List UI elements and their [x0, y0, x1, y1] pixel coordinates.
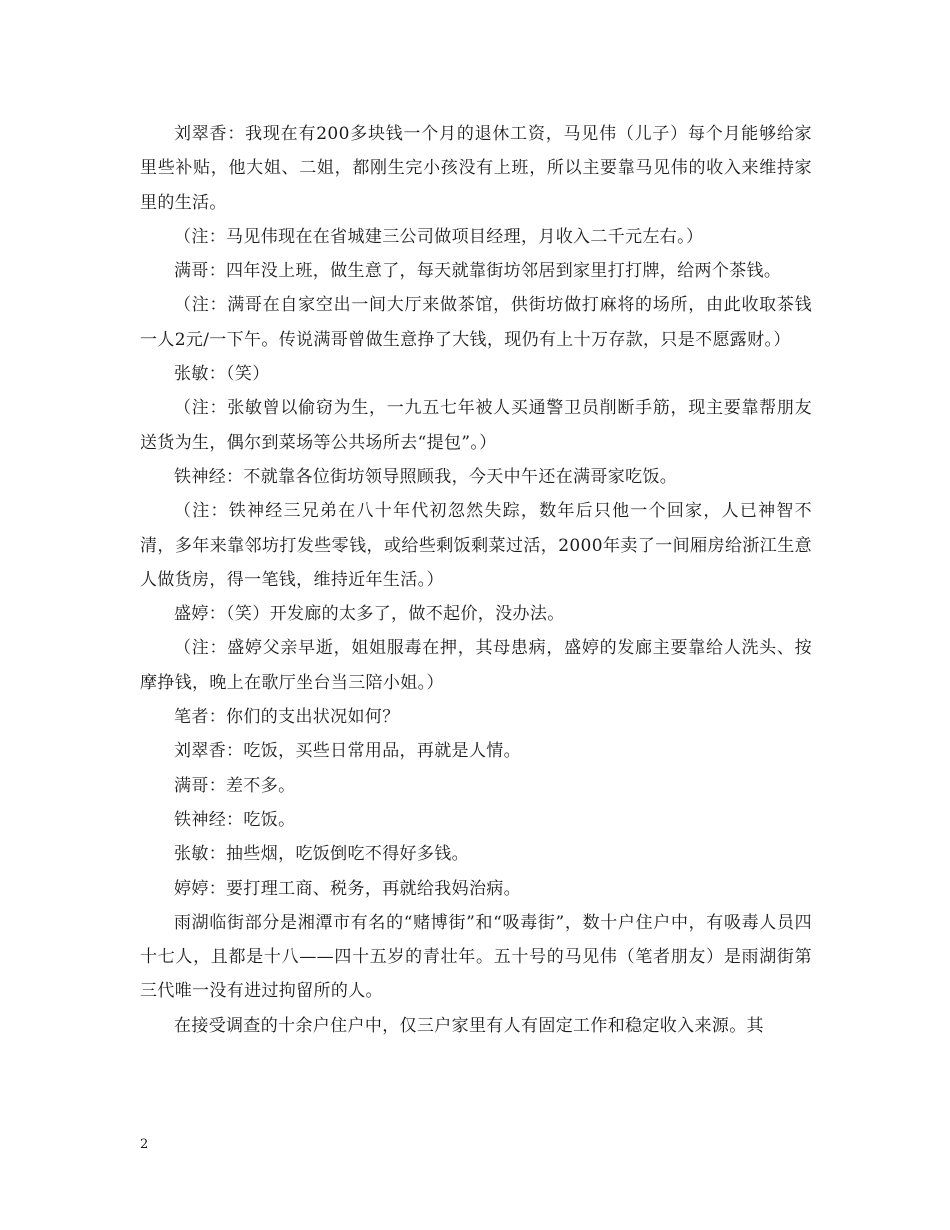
- note-zhangmin: （注：张敏曾以偷窃为生，一九五七年被人买通警卫员削断手筋，现主要靠帮朋友送货为生，偶尔到菜场等公共场所去“提包”。）: [140, 398, 812, 453]
- paragraph-tieshenjing-income: 铁神经：不就靠各位街坊领导照顾我，今天中午还在满哥家吃饭。: [174, 466, 678, 487]
- page-number: 2: [140, 1137, 149, 1152]
- note-tieshenjing: （注：铁神经三兄弟在八十年代初忽然失踪，数年后只他一个回家，人已神智不清，多年来靠邻坊打发些零钱，或给些剩饭剩菜过活，2000年卖了一间厢房给浙江生意人做货房，得一笔钱，维持近年生活。）: [140, 501, 812, 590]
- note-mange: （注：满哥在自家空出一间大厅来做茶馆，供街坊做打麻将的场所，由此收取茶钱一人2元/一下午。传说满哥曾做生意挣了大钱，现仍有上十万存款，只是不愿露财。）: [140, 295, 812, 350]
- note-shengting: （注：盛婷父亲早逝，姐姐服毒在押，其母患病，盛婷的发廊主要靠给人洗头、按摩挣钱，晚上在歌厅坐台当三陪小姐。）: [140, 638, 812, 693]
- paragraph-survey-summary: 在接受调查的十余户住户中，仅三户家里有人有固定工作和稳定收入来源。其: [174, 1015, 764, 1036]
- body-text: [140, 117, 812, 1043]
- paragraph-liu-expense: 刘翠香：吃饭，买些日常用品，再就是人情。: [174, 741, 521, 762]
- paragraph-yuhu-street: 雨湖临街部分是湘潭市有名的“赌博街”和“吸毒街”，数十户住户中，有吸毒人员四十七人，且都是十八——四十五岁的青壮年。五十号的马见伟（笔者朋友）是雨湖街第三代唯一没有进过拘留所的人。: [140, 912, 812, 1002]
- note-ma-jianwei: （注：马见伟现在在省城建三公司做项目经理，月收入二千元左右。）: [174, 226, 704, 247]
- paragraph-shengting-income: 盛婷：（笑）开发廊的太多了，做不起价，没办法。: [174, 604, 565, 625]
- paragraph-mange-income: 满哥：四年没上班，做生意了，每天就靠街坊邻居到家里打打牌，给两个茶钱。: [174, 261, 782, 282]
- paragraph-liu-income: 刘翠香：我现在有200多块钱一个月的退休工资，马见伟（儿子）每个月能够给家里些补贴，他大姐、二姐，都刚生完小孩没有上班，所以主要靠马见伟的收入来维持家里的生活。: [140, 124, 812, 213]
- paragraph-author-question: 笔者：你们的支出状况如何？: [174, 707, 400, 728]
- paragraph-tingting-expense: 婷婷：要打理工商、税务，再就给我妈治病。: [174, 878, 521, 899]
- paragraph-mange-expense: 满哥：差不多。: [174, 775, 296, 796]
- paragraph-tieshenjing-expense: 铁神经：吃饭。: [174, 809, 296, 830]
- paragraph-zhangmin-expense: 张敏：抽些烟，吃饭倒吃不得好多钱。: [174, 844, 469, 865]
- paragraph-zhangmin-income: 张敏：（笑）: [174, 364, 270, 385]
